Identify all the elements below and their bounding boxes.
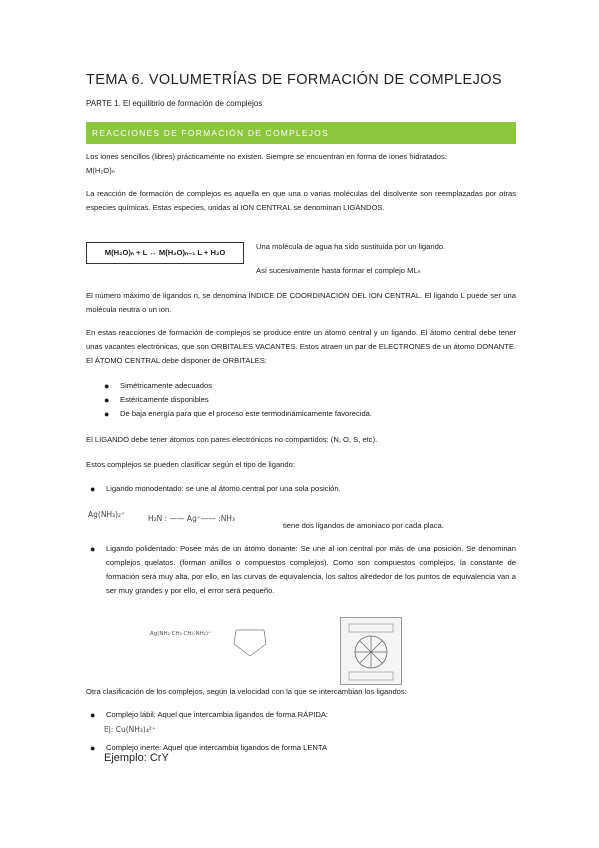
paragraph-classification: Estos complejos se pueden clasificar según el tipo de ligando: bbox=[86, 460, 295, 469]
silver-ammonia-formula: Ag(NH₃)₂⁺ bbox=[88, 510, 125, 519]
bullet-icon: ● bbox=[104, 409, 110, 419]
monodentate-note: tiene dos ligandos de amoniaco por cada placa. bbox=[283, 521, 444, 530]
paragraph-line: Los iones sencillos (libres) prácticamente no existen. Siempre se encuentran en forma de iones hidratados: bbox=[86, 152, 447, 161]
bullet-icon: ● bbox=[104, 381, 110, 391]
page-title: TEMA 6. VOLUMETRÍAS DE FORMACIÓN DE COMPLEJOS bbox=[86, 72, 503, 88]
labile-item bbox=[90, 708, 510, 722]
list-item: ● De baja energía para que el proceso este termodinámicamente favorecida. bbox=[104, 409, 373, 419]
paragraph-reaction-definition: La reacción de formación de complejos es aquella en que una o varias moléculas del disolvente son reemplazadas por otras especies químicas. Estas especies, unidas al ION CENTRAL se denominan LIGANDOS. bbox=[86, 189, 516, 212]
list-item: ● Ligando polidentado: Posee más de un átomo donante: Se une al ion central por más de una posición. Se denominan complejos quelatos. (forman anillos o compuestos complejos). Como son compuestos complejos, la constante de formación será muy alta, por ello, en las curvas de equivalencia, los saltos alrededor de los puntos de equivalencia van a ser muy grandes y por ello, el error será pequeño. bbox=[90, 544, 516, 595]
polydentate-item bbox=[90, 542, 516, 598]
part-heading: PARTE 1. El equilibrio de formación de complejos bbox=[86, 99, 263, 108]
orbital-list bbox=[104, 379, 504, 421]
equation-box: M(H₂O)ₙ + L ↔ M(H₂O)ₙ₋₁ L + H₂O bbox=[86, 242, 244, 264]
list-item: ● Estéricamente disponibles bbox=[104, 395, 209, 405]
paragraph-ligand: El LIGANDO debe tener átomos con pares electrónicos no compartidos: (N, O, S, etc). bbox=[86, 435, 378, 444]
equation-note-2: Así sucesivamente hasta formar el complejo MLₙ bbox=[256, 266, 421, 275]
chelate-structure-icon bbox=[228, 622, 274, 662]
list-item: ● Complejo inerte: Aquel que intercambia ligandos de forma LENTA bbox=[90, 743, 328, 753]
list-item: ● Ligando monodentado: se une al átomo central por una sola posición. bbox=[90, 484, 341, 494]
equation-note: Una molécula de agua ha sido sustituida por un ligando. bbox=[256, 242, 446, 251]
bullet-icon: ● bbox=[90, 544, 96, 554]
inert-example: Ejemplo: CrY bbox=[104, 752, 169, 764]
bullet-icon: ● bbox=[90, 484, 96, 494]
edta-structure-icon bbox=[341, 618, 401, 684]
paragraph-orbitals: En estas reacciones de formación de complejos se produce entre un átomo central y un ligando. El átomo central debe tener unas vacantes electrónicas, que son ORBITALES VACANTES. Estos atraen un par de ELECTRONES de un átomo DONANTE. El ÁTOMO CENTRAL debe disponer de ORBITALES: bbox=[86, 328, 516, 365]
list-item: ● Complejo lábil: Aquel que intercambia ligandos de forma RÁPIDA: bbox=[90, 710, 329, 720]
paragraph-free-ions bbox=[86, 150, 516, 178]
bullet-icon: ● bbox=[90, 743, 96, 753]
labile-example: Ej: Cu(NH₃)₄²⁺ bbox=[104, 725, 156, 734]
bullet-icon: ● bbox=[104, 395, 110, 405]
chelate-formula: Ag(NH₂·CH₂·CH₂·NH₂)⁺ bbox=[150, 631, 211, 637]
paragraph-exchange-speed: Otra clasificación de los complejos, según la velocidad con la que se intercambian los ligandos: bbox=[86, 687, 407, 696]
section-header: REACCIONES DE FORMACIÓN DE COMPLEJOS bbox=[86, 122, 516, 144]
paragraph-coordination-index: El número máximo de ligandos n, se denomina ÍNDICE DE COORDINACIÓN DEL ION CENTRAL. El ligando L puede ser una molécula neutra o un ion. bbox=[86, 291, 516, 314]
hydrated-ion-formula: M(H₂O)ₙ bbox=[86, 166, 115, 175]
monodentate-item bbox=[90, 482, 510, 496]
bullet-icon: ● bbox=[90, 710, 96, 720]
list-item: ● Simétricamente adecuados bbox=[104, 381, 213, 391]
edta-complex-image bbox=[340, 617, 402, 685]
silver-ammonia-bonds: H₃N : —— Ag⁺—— :NH₃ bbox=[148, 514, 235, 523]
